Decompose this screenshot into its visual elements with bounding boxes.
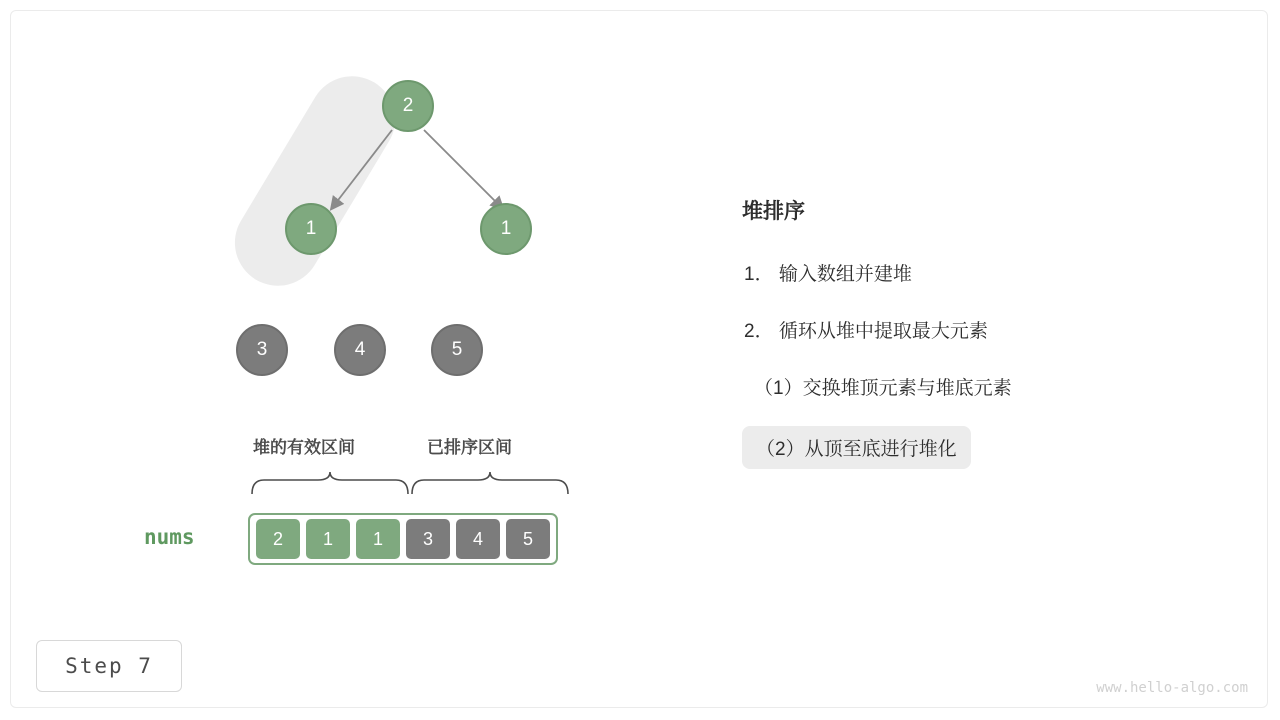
tree-node-3 bbox=[236, 324, 288, 376]
step-item-2-2: （2）从顶至底进行堆化 bbox=[742, 426, 971, 469]
sorted-range-brace bbox=[410, 470, 570, 496]
algorithm-steps-panel bbox=[742, 195, 1212, 491]
nums-label: nums bbox=[144, 525, 195, 549]
tree-node-2 bbox=[480, 203, 532, 255]
array-cell-4 bbox=[456, 519, 500, 559]
array-cell-2 bbox=[356, 519, 400, 559]
tree-node-1 bbox=[285, 203, 337, 255]
step-item-2-1: （1）交换堆顶元素与堆底元素 bbox=[754, 378, 1012, 399]
heap-range-brace bbox=[250, 470, 410, 496]
tree-node-label: 3 bbox=[256, 339, 268, 360]
step-item-1: 1． 输入数组并建堆 bbox=[744, 264, 912, 285]
tree-node-label: 5 bbox=[451, 339, 463, 360]
array-cell-value: 1 bbox=[322, 528, 333, 549]
array-cell-3 bbox=[406, 519, 450, 559]
sorted-range-label: 已排序区间 bbox=[427, 438, 512, 457]
nums-array bbox=[248, 513, 558, 565]
array-cell-value: 2 bbox=[272, 528, 283, 549]
tree-node-label: 1 bbox=[305, 218, 317, 239]
array-cell-value: 1 bbox=[372, 528, 383, 549]
array-cell-value: 4 bbox=[472, 528, 483, 549]
array-cell-0 bbox=[256, 519, 300, 559]
step-item-2: 2． 循环从堆中提取最大元素 bbox=[744, 321, 988, 342]
heap-tree bbox=[180, 40, 660, 460]
tree-node-0 bbox=[382, 80, 434, 132]
panel-title: 堆排序 bbox=[742, 200, 805, 223]
tree-node-label: 4 bbox=[354, 339, 366, 360]
tree-node-label: 2 bbox=[402, 95, 414, 116]
array-cell-5 bbox=[506, 519, 550, 559]
watermark: www.hello-algo.com bbox=[1096, 680, 1248, 696]
array-cell-1 bbox=[306, 519, 350, 559]
array-cell-value: 3 bbox=[422, 528, 433, 549]
tree-node-label: 1 bbox=[500, 218, 512, 239]
tree-node-5 bbox=[431, 324, 483, 376]
heap-range-label: 堆的有效区间 bbox=[253, 438, 355, 457]
step-badge: Step 7 bbox=[36, 640, 182, 692]
tree-node-4 bbox=[334, 324, 386, 376]
array-cell-value: 5 bbox=[522, 528, 533, 549]
